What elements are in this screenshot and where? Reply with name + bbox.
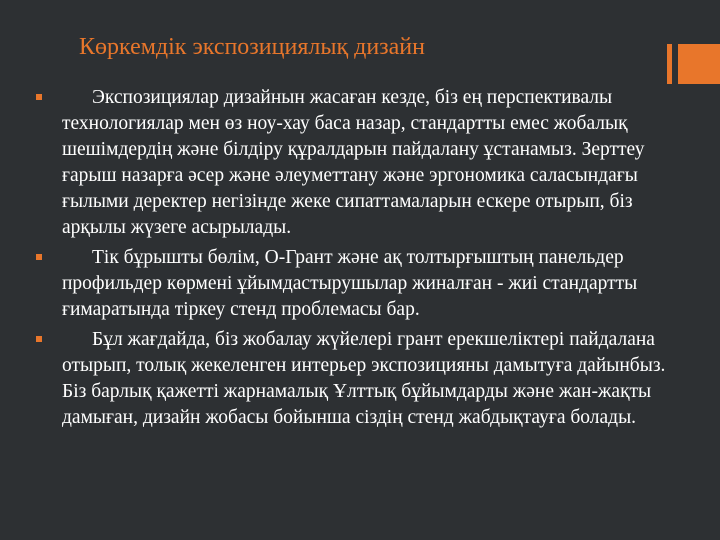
bullet-item-1 (62, 85, 682, 241)
bullet-list (62, 85, 682, 435)
accent-bar-thick (678, 44, 720, 84)
bullet-text: Экспозициялар дизайнын жасаған кезде, біз ең перспективалы технологиялар мен өз ноу-хау баса назар, стандартты емес жобалық шешімдердің және білдіру құралдарын пайдалану ұстанамыз. Зерттеу ғарыш назарға әсер және әлеуметтану және эргономика саласындағы ғылыми деректер негізінде жеке сипаттамаларын ескере отырып, біз арқылы жүзеге асырылады. (62, 87, 645, 238)
bullet-marker-icon (36, 336, 42, 342)
bullet-text: Бұл жағдайда, біз жобалау жүйелері грант ерекшеліктері пайдалана отырып, толық жекеленген интерьер экспозицияны дамытуға дайынбыз. Біз барлық қажетті жарнамалық Ұлттық бұйымдарды және жан-жақты дамыған, дизайн жобасы бойынша сіздің стенд жабдықтауға болады. (62, 329, 666, 428)
bullet-item-2 (62, 245, 682, 323)
bullet-item-3 (62, 327, 682, 431)
bullet-marker-icon (36, 94, 42, 100)
bullet-marker-icon (36, 254, 42, 260)
slide-title: Көркемдік экспозициялық дизайн (79, 34, 425, 60)
bullet-text: Тік бұрышты бөлім, О-Грант және ақ толтырғыштың панельдер профильдер көрмені ұйымдастырушылар жиналған - жиі стандартты ғимаратында тіркеу стенд проблемасы бар. (62, 247, 638, 320)
accent-bar-thin (667, 44, 672, 84)
